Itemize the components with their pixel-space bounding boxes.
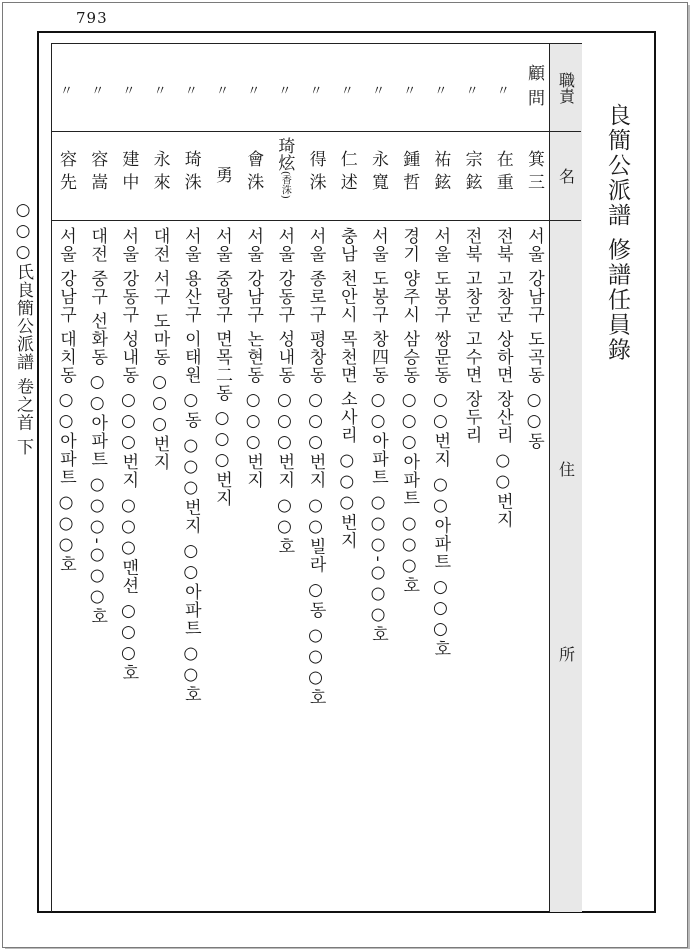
address-cell: 서울 강남구 논현동 ○○○번지: [243, 227, 264, 490]
book-title: ○○○氏良簡公派譜 卷之首 下: [13, 200, 33, 456]
name-cell: 箕三: [524, 150, 544, 196]
duty-ditto: 〃: [122, 84, 136, 99]
address-cell: 서울 종로구 평창동 ○○○번지 ○○빌라 ○동 ○○○호: [305, 227, 326, 707]
address-cell: 서울 강동구 성내동 ○○○번지 ○○○맨션 ○○○호: [118, 227, 139, 683]
duty-ditto: 〃: [278, 84, 292, 99]
duty-cell: 顧問: [524, 64, 544, 114]
name-cell: 容嵩: [87, 150, 108, 196]
duty-ditto: 〃: [247, 84, 261, 99]
duty-ditto: 〃: [60, 84, 74, 99]
address-cell: 대전 중구 선화동 ○○아파트 ○○○-○○○호: [87, 227, 108, 626]
page-number: 793: [76, 9, 108, 27]
duty-ditto: 〃: [184, 84, 198, 99]
duty-ditto: 〃: [91, 84, 105, 99]
name-cell: 永來: [149, 150, 170, 196]
name-cell: 建中: [118, 150, 139, 196]
address-cell: 서울 용산구 이태원 ○동 ○○○번지 ○○아파트 ○○호: [180, 227, 201, 704]
name-cell: 鍾哲: [399, 150, 420, 196]
name-cell: 在重: [492, 150, 513, 196]
header-name: 名: [556, 168, 576, 184]
document-title: 良簡公派譜 修譜任員錄: [604, 103, 630, 363]
duty-ditto: 〃: [216, 84, 230, 99]
duty-ditto: 〃: [153, 84, 167, 99]
address-cell: 대전 서구 도마동 ○○○번지: [149, 227, 170, 472]
address-cell: 충남 천안시 목천면 소사리 ○○○번지: [336, 227, 357, 550]
address-cell: 서울 강남구 대치동 ○○아파트 ○○○호: [56, 227, 76, 574]
name-cell: 仁述: [336, 150, 357, 196]
address-cell: 전북 고창군 상하면 장산리 ○○번지: [492, 227, 513, 529]
address-cell: 전북 고창군 고수면 장두리: [461, 227, 482, 445]
name-cell: 永寬: [368, 150, 388, 196]
address-cell: 경기 양주시 삼승동 ○○○아파트 ○○○호: [399, 227, 420, 595]
duty-ditto: 〃: [340, 84, 354, 99]
name-text: 琦炫: [274, 137, 295, 171]
row-divider-1: [52, 131, 581, 132]
name-cell: 祐鉉: [430, 150, 451, 196]
address-cell: 서울 도봉구 쌍문동 ○○번지 ○○아파트 ○○○호: [430, 227, 451, 659]
duty-ditto: 〃: [309, 84, 323, 99]
row-divider-2: [52, 220, 581, 221]
duty-ditto: 〃: [496, 84, 510, 99]
header-duty: 職責: [556, 71, 576, 104]
name-alias: (香洙): [279, 171, 291, 199]
address-cell: 서울 강동구 성내동 ○○○번지 ○○호: [274, 227, 295, 556]
address-cell: 서울 중랑구 면목二동 ○○○번지: [212, 227, 232, 508]
duty-ditto: 〃: [403, 84, 417, 99]
duty-ditto: 〃: [434, 84, 448, 99]
duty-ditto: 〃: [465, 84, 479, 99]
duty-ditto: 〃: [372, 84, 386, 99]
header-address-2: 所: [556, 646, 576, 662]
header-column: [549, 44, 582, 912]
name-cell: [274, 137, 295, 199]
name-cell: 琦洙: [180, 150, 201, 196]
name-cell: 宗鉉: [461, 150, 482, 196]
name-cell: 容先: [56, 150, 76, 196]
header-address-1: 住: [556, 461, 576, 477]
address-cell: 서울 도봉구 창四동 ○○아파트 ○○○-○○○호: [368, 227, 388, 644]
address-cell: 서울 강남구 도곡동 ○○동: [524, 227, 544, 451]
name-cell: 得洙: [305, 150, 326, 196]
name-cell: 勇: [212, 166, 232, 183]
roster-table: [51, 43, 582, 912]
name-cell: 會洙: [243, 150, 264, 196]
